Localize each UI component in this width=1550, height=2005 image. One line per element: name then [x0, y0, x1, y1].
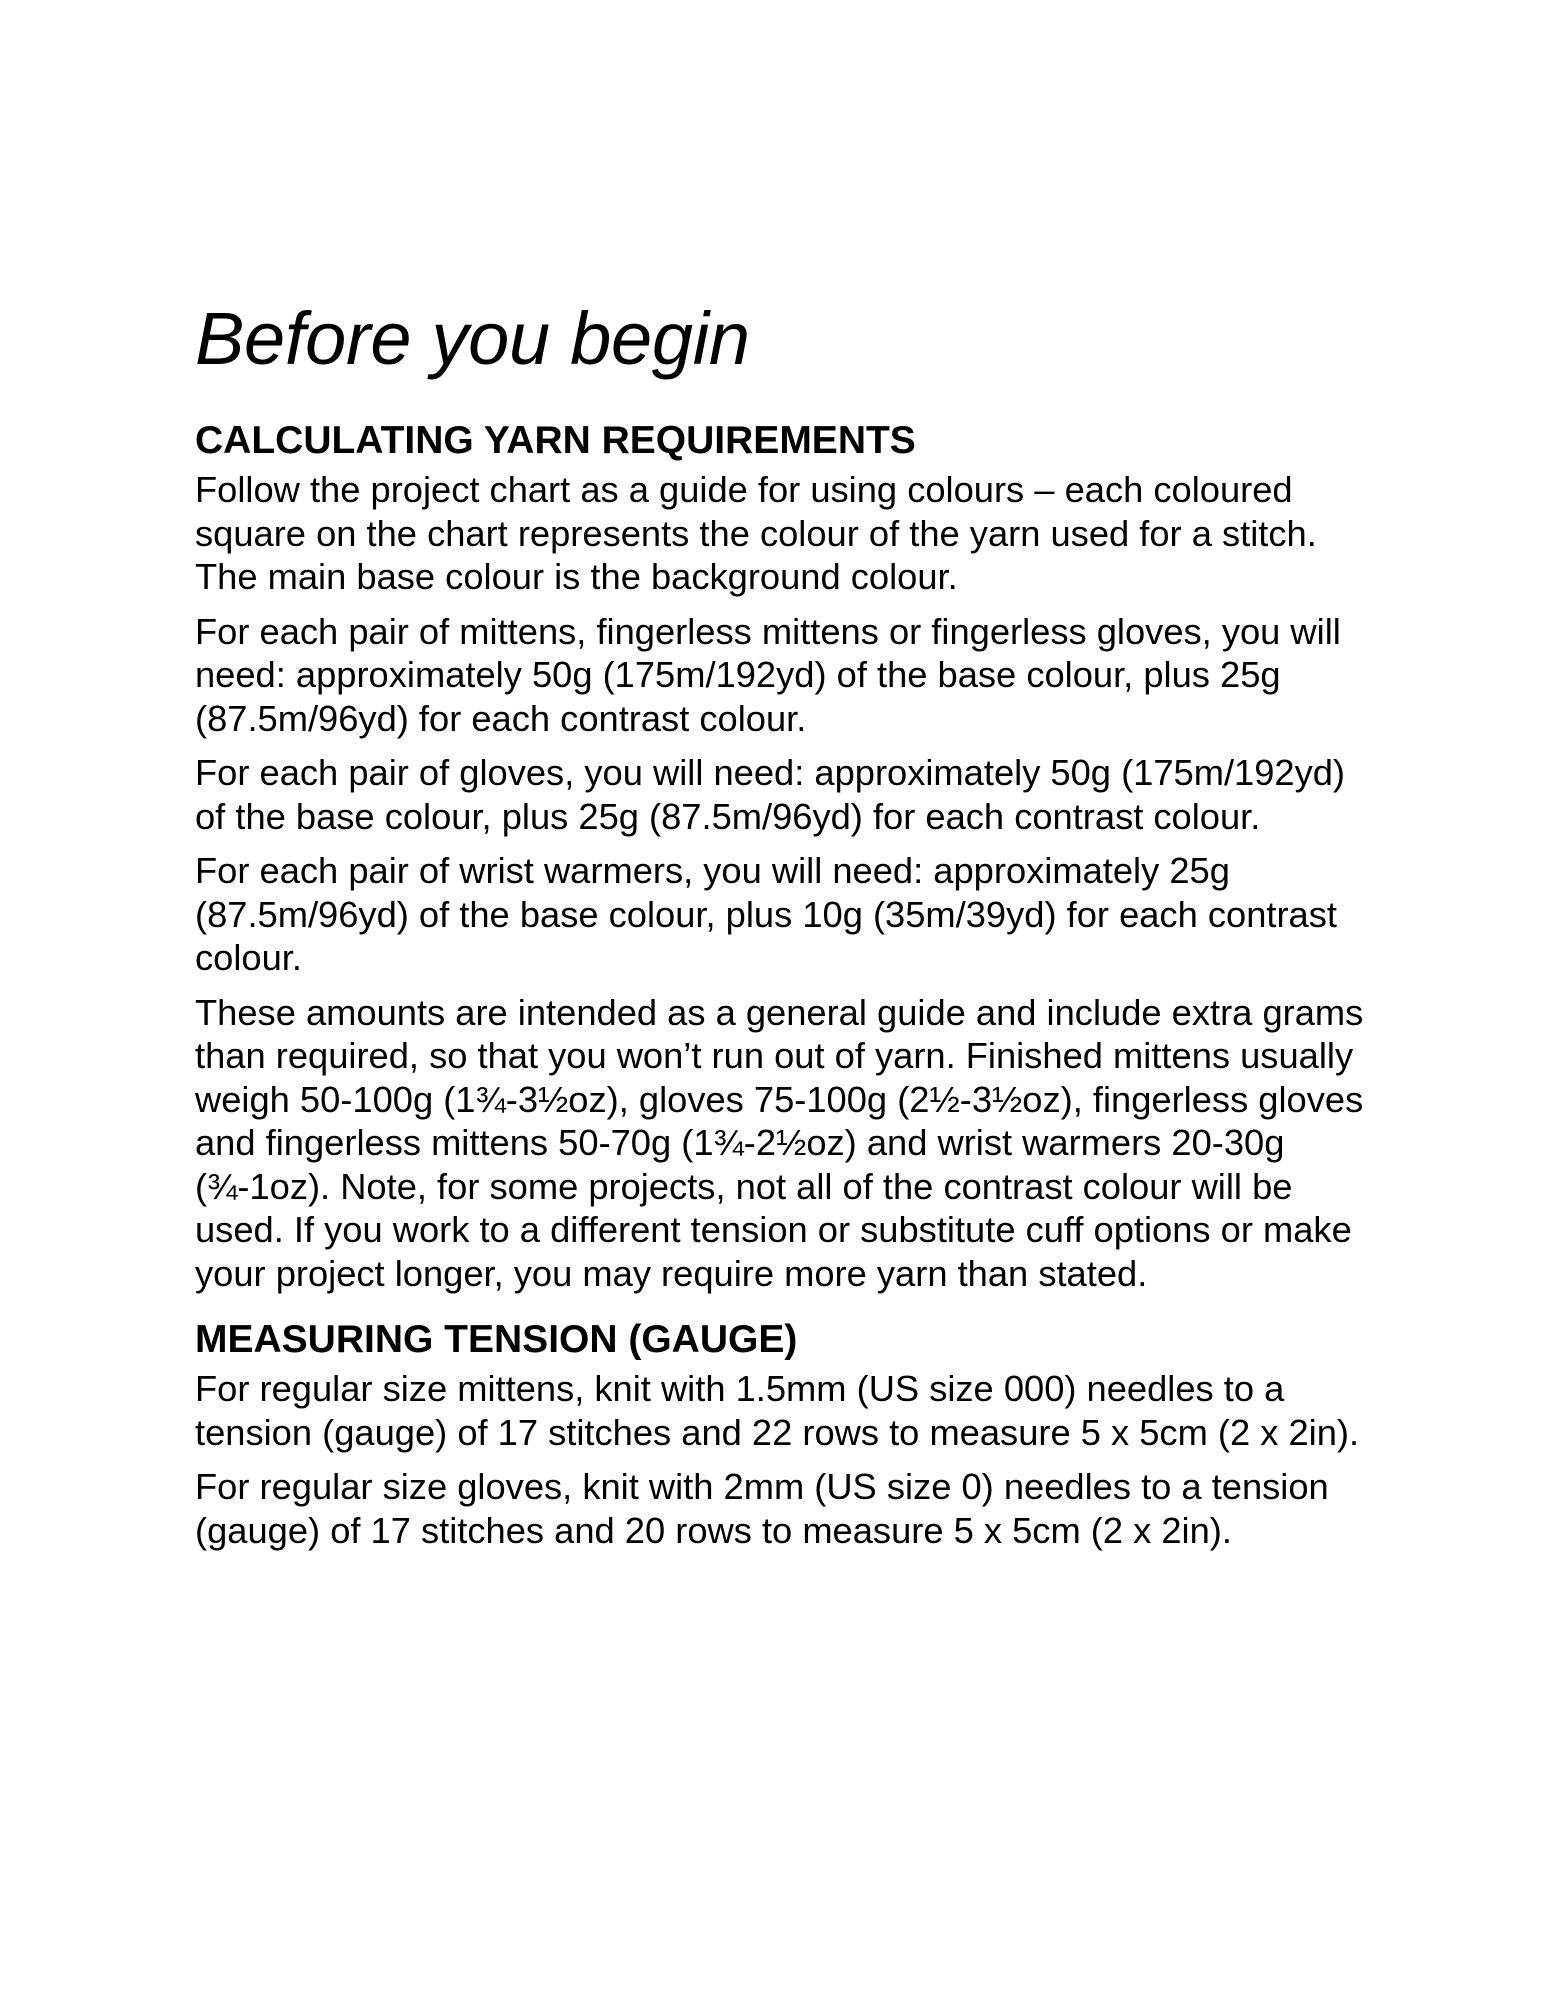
paragraph: For each pair of mittens, fingerless mittens or fingerless gloves, you will need: approximately 50g (175m/192yd) of the base colour, plus 25g (87.5m/96yd) for each contrast colour. [195, 610, 1341, 739]
document-page [195, 296, 1375, 1563]
section-heading: CALCULATING YARN REQUIREMENTS [195, 419, 916, 462]
paragraph: For regular size gloves, knit with 2mm (US size 0) needles to a tension (gauge) of 17 stitches and 20 rows to measure 5 x 5cm (2 x 2in). [195, 1466, 1329, 1551]
paragraph: For regular size mittens, knit with 1.5mm (US size 000) needles to a tension (gauge) of 17 stitches and 22 rows to measure 5 x 5cm (2 x 2in). [195, 1368, 1360, 1453]
paragraph: These amounts are intended as a general guide and include extra grams than required, so that you won’t run out of yarn. Finished mittens usually weigh 50-100g (1¾-3½oz), gloves 75-100g (2½-3½oz), fingerless gloves and fingerless mittens 50-70g (1¾-2½oz) and wrist warmers 20-30g (¾-1oz). Note, for some projects, not all of the contrast colour will be used. If you work to a different tension or substitute cuff options or make your project longer, you may require more yarn than stated. [195, 991, 1364, 1294]
page-title: Before you begin [195, 297, 750, 380]
paragraph: Follow the project chart as a guide for using colours – each coloured square on the chart represents the colour of the yarn used for a stitch. The main base colour is the background colour. [195, 469, 1317, 597]
paragraph: For each pair of wrist warmers, you will need: approximately 25g (87.5m/96yd) of the base colour, plus 10g (35m/39yd) for each contrast colour. [195, 850, 1337, 978]
paragraph: For each pair of gloves, you will need: approximately 50g (175m/192yd) of the base colour, plus 25g (87.5m/96yd) for each contrast colour. [195, 752, 1346, 837]
section-yarn-requirements [195, 418, 1375, 1295]
section-heading: MEASURING TENSION (GAUGE) [195, 1318, 798, 1361]
section-measuring-tension [195, 1317, 1375, 1552]
